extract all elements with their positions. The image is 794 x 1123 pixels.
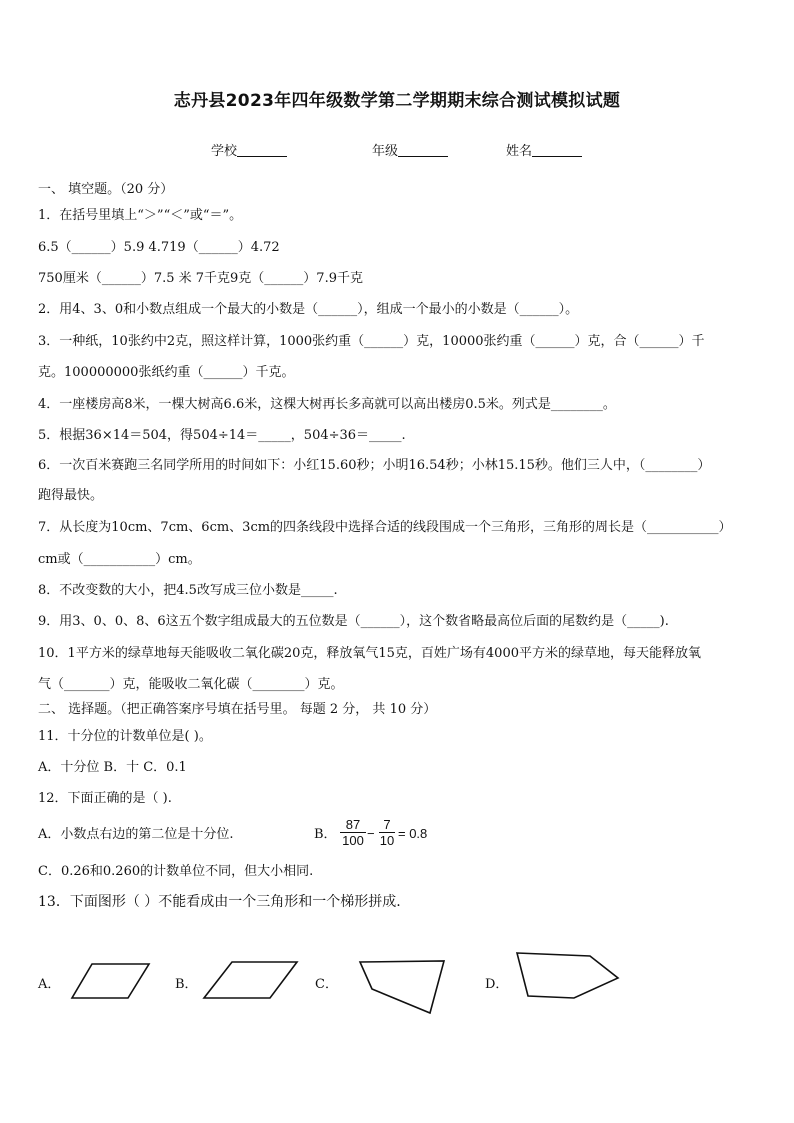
question-6-line-2: 跑得最快。 [38, 488, 104, 503]
question-2: 2．用4、3、0和小数点组成一个最大的小数是（______），组成一个最小的小数是（______）。 [38, 302, 579, 317]
section-2-heading: 二、 选择题。（把正确答案序号填在括号里。 每题 2 分， 共 10 分） [38, 702, 437, 717]
grade-field [372, 140, 448, 159]
question-11: 11．十分位的计数单位是( )。 [38, 729, 212, 744]
question-12-option-c: C．0.26和0.260的计数单位不同，但大小相同. [38, 864, 314, 879]
name-label: 姓名 [506, 144, 533, 159]
fraction-7-10 [379, 817, 395, 848]
question-7-line-1: 7．从长度为10cm、7cm、6cm、3cm的四条线段中选择合适的线段围成一个三角形，三角形的周长是（___________） [38, 520, 732, 535]
minus-sign: − [367, 826, 375, 841]
section-1-heading: 一、 填空题。（20 分） [38, 182, 174, 197]
name-blank[interactable] [532, 144, 582, 157]
shape-d-label: D． [485, 977, 509, 992]
fraction-numerator: 87 [345, 817, 361, 832]
question-8: 8．不改变数的大小，把4.5改写成三位小数是_____. [38, 583, 338, 598]
question-1: 1．在括号里填上“＞”“＜”或“＝”。 [38, 208, 243, 223]
shape-a-label: A． [38, 977, 61, 992]
question-5: 5．根据36×14＝504，得504÷14＝_____，504÷36＝_____. [38, 428, 406, 443]
parallelogram-shape-a [70, 962, 150, 1000]
fraction-87-100 [340, 817, 366, 848]
page-title: 志丹县2023年四年级数学第二学期期末综合测试模拟试题 [173, 91, 621, 111]
pentagon-shape-d [514, 950, 620, 1000]
grade-label: 年级 [372, 144, 399, 159]
school-field [211, 140, 287, 159]
quadrilateral-shape-c [358, 959, 446, 1015]
fraction-numerator: 7 [383, 817, 391, 832]
question-12: 12．下面正确的是（ ). [38, 791, 172, 806]
question-1-row-2: 750厘米（______）7.5 米 7千克9克（______）7.9千克 [38, 271, 363, 286]
question-3-line-1: 3．一种纸，10张约中2克，照这样计算，1000张约重（______）克，10000张约重（______）克，合（______）千 [38, 334, 705, 349]
shape-c-label: C． [315, 977, 338, 992]
question-10-line-2: 气（_______）克，能吸收二氧化碳（________）克。 [38, 677, 344, 692]
formula-result: = 0.8 [398, 826, 428, 841]
question-11-options: A．十分位 B．十 C．0.1 [38, 760, 187, 775]
parallelogram-shape-b [202, 960, 298, 1000]
fraction-denominator: 10 [379, 833, 395, 848]
school-blank[interactable] [237, 144, 287, 157]
question-12-option-a: A．小数点右边的第二位是十分位. [38, 827, 234, 842]
school-label: 学校 [211, 144, 238, 159]
name-field [506, 140, 582, 159]
question-9: 9．用3、0、0、8、6这五个数字组成最大的五位数是（______），这个数省略最高位后面的尾数约是（_____). [38, 614, 669, 629]
question-7-line-2: cm或（___________）cm。 [38, 552, 201, 567]
question-12-option-b-label: B． [314, 827, 337, 842]
question-13: 13．下面图形（ ）不能看成由一个三角形和一个梯形拼成. [38, 894, 401, 910]
grade-blank[interactable] [398, 144, 448, 157]
question-1-row-1: 6.5（______）5.9 4.719（______）4.72 [38, 240, 280, 255]
question-6-line-1: 6．一次百米赛跑三名同学所用的时间如下：小红15.60秒；小明16.54秒；小林15.15秒。他们三人中，（________） [38, 458, 711, 473]
question-4: 4．一座楼房高8米，一棵大树高6.6米，这棵大树再长多高就可以高出楼房0.5米。列式是________。 [38, 397, 616, 412]
question-3-line-2: 克。100000000张纸约重（______）千克。 [38, 365, 295, 380]
question-10-line-1: 10．1平方米的绿草地每天能吸收二氧化碳20克，释放氧气15克，百姓广场有4000平方米的绿草地，每天能释放氧 [38, 646, 701, 661]
shape-b-label: B． [175, 977, 198, 992]
fraction-denominator: 100 [340, 832, 366, 848]
